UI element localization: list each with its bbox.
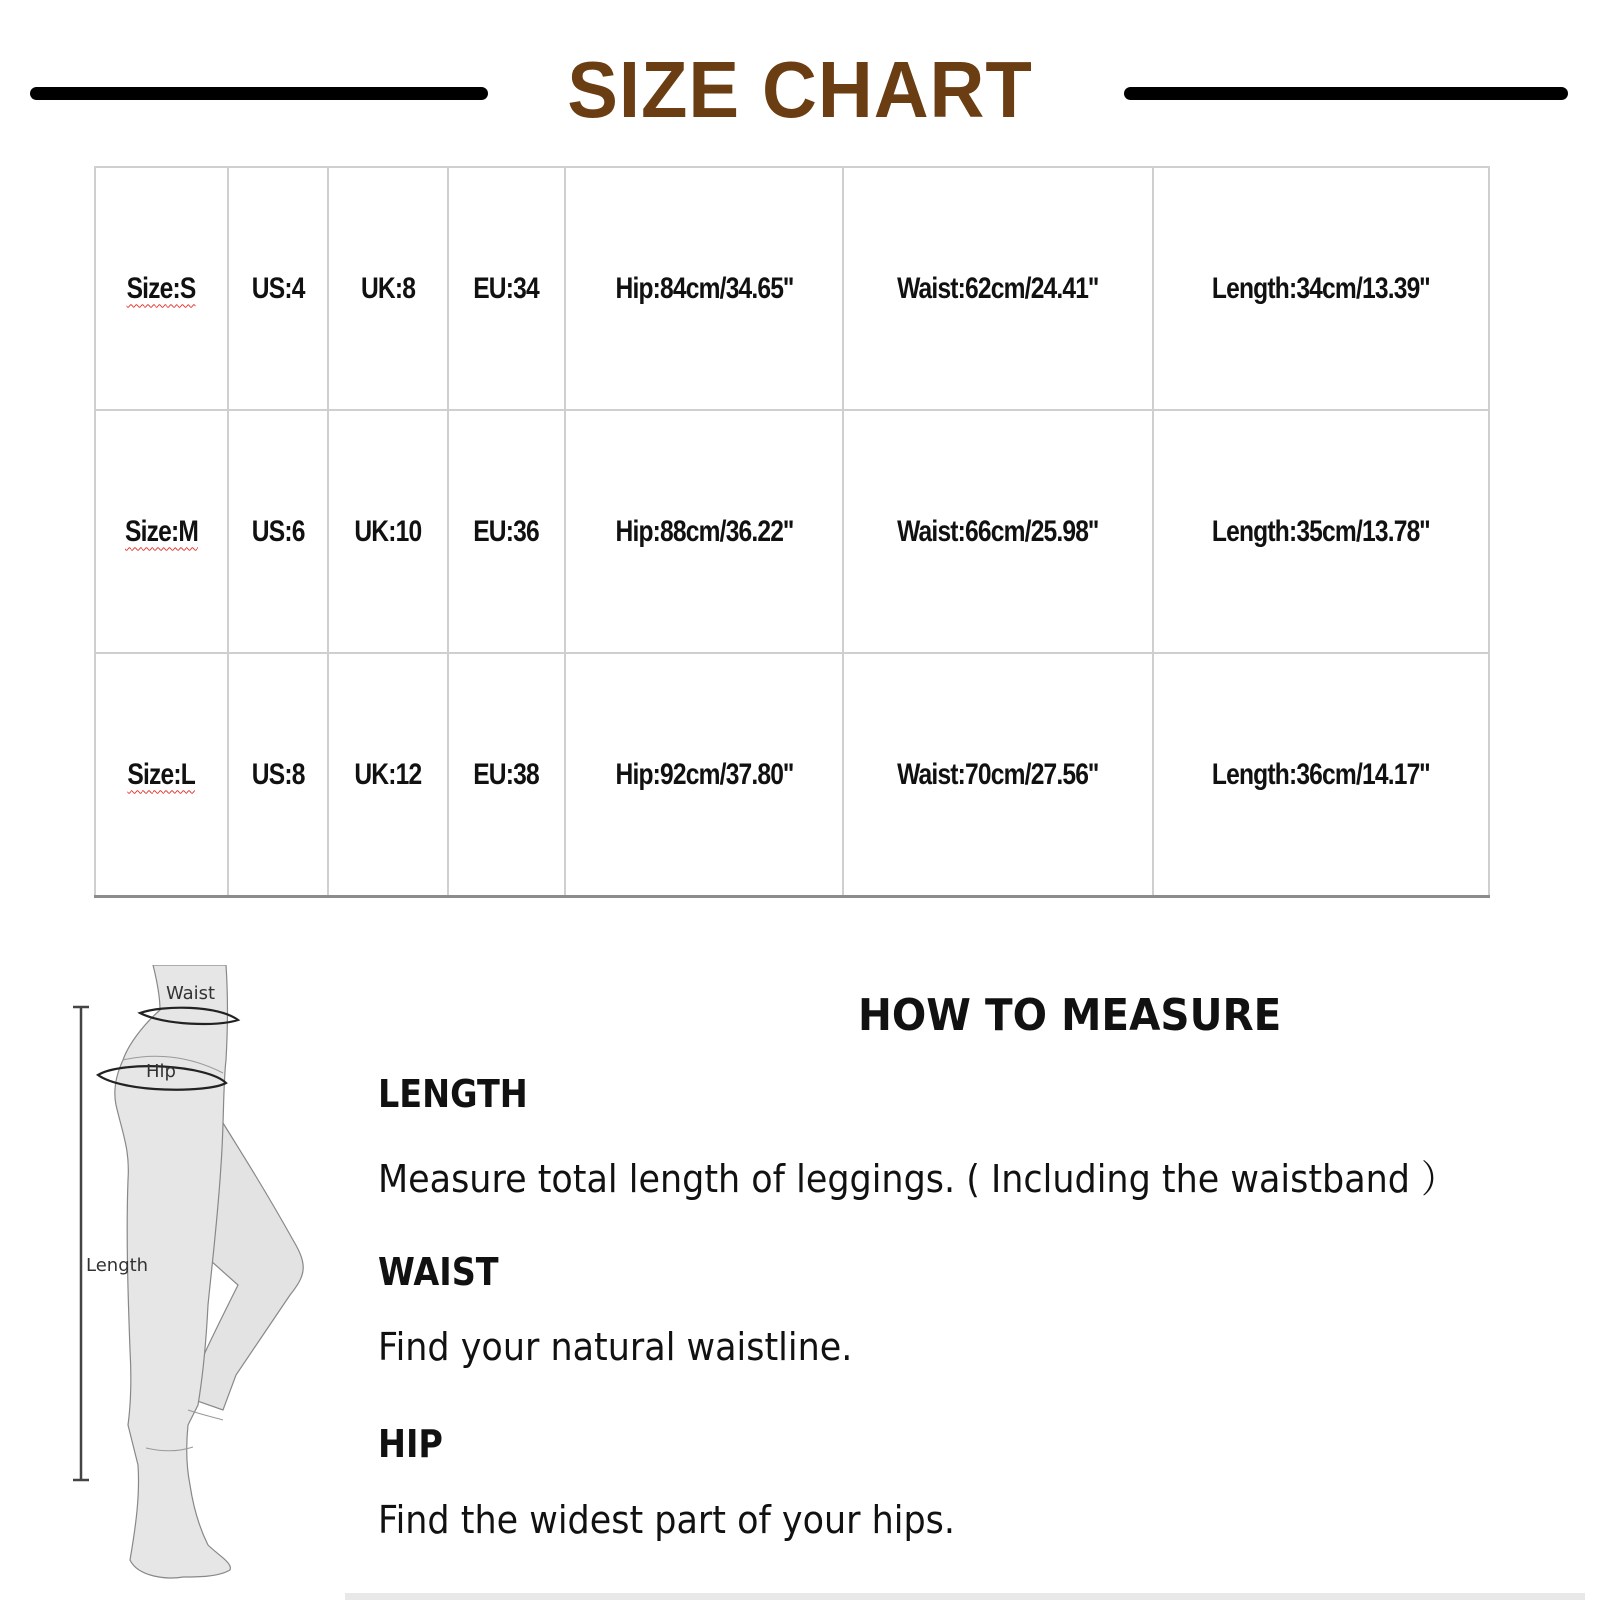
how-to-measure-title: HOW TO MEASURE	[858, 990, 1282, 1041]
size-table	[94, 166, 1490, 898]
hip-heading: HIP	[378, 1422, 443, 1466]
bottom-divider	[345, 1593, 1585, 1600]
page-title: SIZE CHART	[567, 45, 1033, 134]
cell-hip: Hip:84cm/34.65''	[565, 167, 843, 410]
cell-waist: Waist:70cm/27.56''	[843, 653, 1153, 897]
cell-us: US:6	[228, 410, 328, 653]
cell-length: Length:36cm/14.17''	[1153, 653, 1489, 897]
waist-label: Waist	[166, 983, 216, 1004]
cell-hip: Hip:88cm/36.22''	[565, 410, 843, 653]
waist-heading: WAIST	[378, 1250, 499, 1294]
table-row	[95, 167, 1489, 410]
cell-uk: UK:8	[328, 167, 448, 410]
cell-eu: EU:38	[448, 653, 565, 897]
length-label: Length	[86, 1255, 149, 1276]
cell-size: Size:L	[95, 653, 228, 897]
cell-size: Size:S	[95, 167, 228, 410]
cell-eu: EU:34	[448, 167, 565, 410]
size-chart-header	[0, 40, 1600, 150]
waist-instruction: Find your natural waistline.	[378, 1325, 853, 1369]
cell-eu: EU:36	[448, 410, 565, 653]
cell-waist: Waist:62cm/24.41''	[843, 167, 1153, 410]
length-heading: LENGTH	[378, 1072, 528, 1116]
leggings-figure-icon	[68, 965, 338, 1600]
cell-length: Length:35cm/13.78''	[1153, 410, 1489, 653]
cell-hip: Hip:92cm/37.80''	[565, 653, 843, 897]
cell-uk: UK:12	[328, 653, 448, 897]
cell-length: Length:34cm/13.39''	[1153, 167, 1489, 410]
cell-us: US:4	[228, 167, 328, 410]
cell-size: Size:M	[95, 410, 228, 653]
cell-waist: Waist:66cm/25.98''	[843, 410, 1153, 653]
divider-right	[1124, 87, 1568, 100]
table-row	[95, 653, 1489, 897]
cell-uk: UK:10	[328, 410, 448, 653]
hip-instruction: Find the widest part of your hips.	[378, 1498, 955, 1542]
cell-us: US:8	[228, 653, 328, 897]
hip-label: Hip	[146, 1061, 176, 1082]
table-row	[95, 410, 1489, 653]
length-instruction: Measure total length of leggings. ( Including the waistband ）	[378, 1157, 1457, 1201]
